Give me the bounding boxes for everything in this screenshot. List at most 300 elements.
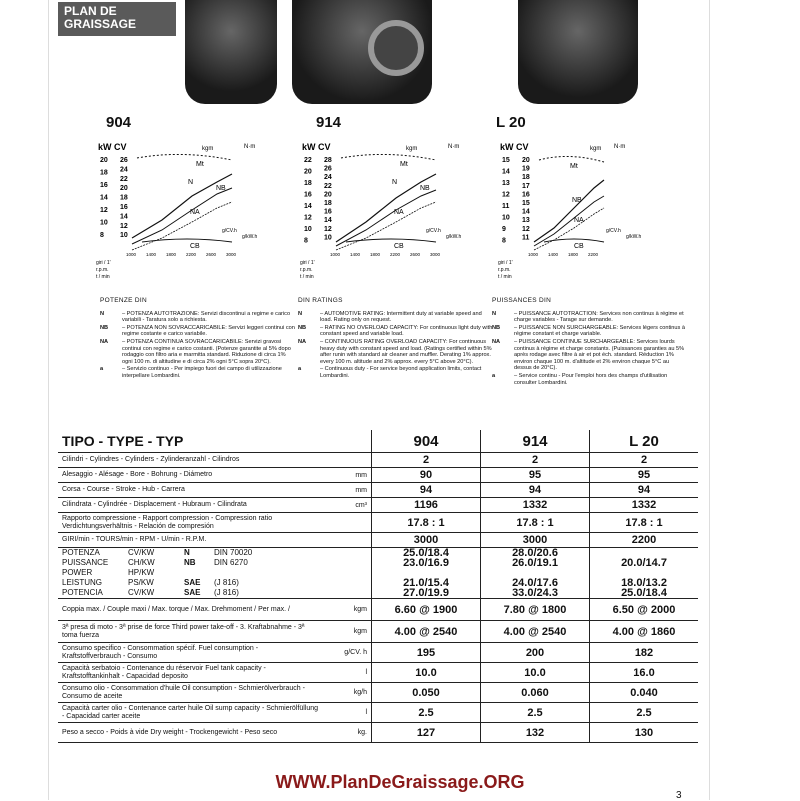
- spec-unit: kgm: [323, 621, 372, 643]
- spec-label: Peso a secco - Poids à vide Dry weight - Trockengewicht - Peso seco: [58, 723, 323, 743]
- logo-line2: GRAISSAGE: [64, 17, 137, 31]
- curve-n-label: N: [188, 179, 194, 186]
- din-text: – RATING NO OVERLOAD CAPACITY: For continuous light duty with constant speed and variable load.: [320, 324, 493, 338]
- din-english: [298, 298, 494, 381]
- power-name: POTENZA: [62, 548, 100, 557]
- axis-rpm-label: r.p.m.: [498, 267, 511, 273]
- din-definition: [492, 339, 688, 372]
- spec-value: 17.8 : 1: [590, 513, 699, 533]
- y-tick-label: 14: [100, 194, 108, 202]
- din-text: – CONTINUOUS RATING OVERLOAD CAPACITY: For continuous heavy duty with constant speed and load. (Ratings certified within 5% after runin with standard air cleaner and muffler. Derating 1% approx. every 100 m. altitude and 2% approx. every 5°C above 20°C).: [320, 338, 492, 365]
- din-text: – PUISSANCE AUTOTRACTION: Services non continus à régime et charge variables - Tarage sur demande.: [514, 310, 684, 324]
- spec-row: [58, 643, 698, 663]
- curve-mt-label: Mt: [400, 161, 408, 168]
- page-number: 3: [676, 790, 682, 801]
- din-code: a: [492, 372, 496, 379]
- din-code: NA: [492, 338, 501, 345]
- website-watermark: WWW.PlanDeGraissage.ORG: [275, 772, 525, 792]
- y-tick-label: 22: [120, 175, 128, 183]
- spec-value: 2: [372, 453, 481, 468]
- y-tick-label: 16: [120, 204, 128, 211]
- spec-unit: [323, 513, 372, 533]
- din-text: – PUISSANCE NON SURCHARGEABLE: Services légers continus à régime constant et charge variable.: [514, 324, 685, 338]
- din-definition: [100, 311, 296, 324]
- engine-photo-904: [185, 0, 277, 104]
- spec-unit: mm: [323, 468, 372, 483]
- spec-unit: mm: [323, 483, 372, 498]
- spec-value: 127: [372, 723, 481, 743]
- axis-gcvh-label: g/CV.h: [222, 228, 237, 234]
- spec-row: [58, 513, 698, 533]
- y-tick-label: 12: [304, 214, 312, 222]
- spec-label: Rapporto compressione - Rapport compression - Compression ratio Verdichtungsverhältnis - Relación de compresión: [58, 513, 323, 533]
- y-tick-label: 18: [120, 194, 128, 202]
- y-tick-label: 12: [502, 191, 510, 199]
- power-name: POWER: [62, 568, 93, 577]
- x-tick-label: 3000: [226, 252, 237, 257]
- axis-cv-label: CV: [114, 142, 127, 152]
- spec-unit: kg.: [323, 723, 372, 743]
- y-tick-label: 24: [120, 166, 128, 174]
- value: 4.00: [503, 625, 526, 638]
- x-tick-label: 1800: [166, 252, 177, 257]
- curve-mt-label: Mt: [196, 161, 204, 168]
- spec-value: 2: [481, 453, 590, 468]
- value: 6.50: [612, 603, 635, 616]
- y-tick-label: 11: [502, 203, 510, 210]
- din-definition: [298, 366, 494, 379]
- power-code: SAE: [184, 578, 201, 587]
- x-tick-label: 2200: [390, 252, 401, 257]
- spec-row: [58, 453, 698, 468]
- spec-value: 94: [481, 483, 590, 498]
- axis-nm-label: N·m: [614, 144, 626, 150]
- at-rpm-icon: @: [525, 603, 542, 616]
- y-tick-label: 10: [100, 219, 108, 227]
- spec-value: 0.050: [372, 683, 481, 703]
- spec-row: [58, 723, 698, 743]
- y-tick-label: 18: [100, 169, 108, 177]
- value: 4.00: [394, 625, 417, 638]
- axis-kw-label: kW: [302, 142, 316, 152]
- y-tick-label: 20: [304, 168, 312, 176]
- spec-value: 95: [481, 468, 590, 483]
- power-unit: PS/KW: [128, 578, 154, 587]
- at-rpm-icon: @: [416, 603, 433, 616]
- din-text: – Service continu - Pour l'emploi hors des champs d'utilisation consulter Lombardini.: [514, 372, 668, 386]
- axis-gcvh-label: g/CV.h: [426, 228, 441, 234]
- spec-value: 132: [481, 723, 590, 743]
- spec-row: [58, 663, 698, 683]
- spec-row: [58, 498, 698, 513]
- din-italian: [100, 298, 296, 381]
- spec-value: 2: [590, 453, 699, 468]
- x-tick-label: 3000: [430, 252, 441, 257]
- din-definition: [492, 311, 688, 324]
- din-text: – POTENZA AUTOTRAZIONE: Servizi discontinui a regime e carico variabili - Taratura solo a richiesta.: [122, 310, 291, 324]
- col-914-header: 914: [481, 430, 590, 453]
- spec-value: 16.0: [590, 663, 699, 683]
- engine-photo-l20: [518, 0, 638, 104]
- flywheel-icon: [368, 20, 424, 76]
- pto-row: [58, 621, 698, 643]
- spec-value: [590, 621, 699, 643]
- axis-rpm-label: r.p.m.: [300, 267, 313, 273]
- axis-nm-label: N·m: [244, 144, 256, 150]
- power-norm: (J 816): [214, 578, 239, 587]
- spec-value: 17.8 : 1: [481, 513, 590, 533]
- spec-label: Cilindri - Cylindres - Cylinders - Zylinderanzahl - Cilindros: [58, 453, 323, 468]
- y-tick-label: 11: [522, 234, 530, 242]
- rpm-value: 2000: [650, 603, 676, 616]
- din-french: [492, 298, 688, 387]
- y-tick-label: 22: [324, 182, 332, 190]
- spec-value: 1196: [372, 498, 481, 513]
- din-text: – POTENZA CONTINUA SOVRACCARICABILE: Servizi gravosi continui con regime e carico costanti. (Potenze garantite al 5% dopo rodaggio con filtro aria e marmitta standard. Riduzione di circa 1% ogni 100 m. di altitudine e di circa 2% ogni 5°C sopra 20°C).: [122, 338, 291, 365]
- rpm-value: 1860: [650, 625, 676, 638]
- axis-rpm-label: r.p.m.: [96, 267, 109, 273]
- y-tick-label: 22: [304, 157, 312, 164]
- spec-type-header: TIPO - TYPE - TYP: [58, 430, 323, 453]
- axis-gcvh-label: g/CV.h: [606, 228, 621, 234]
- x-tick-label: 2200: [186, 252, 197, 257]
- engine-photo-914: [292, 0, 432, 104]
- din-it-title: POTENZE DIN: [100, 297, 147, 304]
- y-tick-label: 26: [120, 157, 128, 164]
- at-rpm-icon: @: [525, 625, 542, 638]
- y-tick-label: 9: [502, 226, 506, 233]
- spec-unit: l: [323, 703, 372, 723]
- din-code: N: [100, 310, 105, 317]
- curve-nb-label: NB: [572, 197, 582, 204]
- spec-label: Capacità carter olio - Contenance carter huile Oil sump capacity - Schmierölfüllung - Capacidad carter aceite: [58, 703, 323, 723]
- din-code: a: [298, 366, 302, 373]
- axis-kw-label: kW: [500, 142, 514, 152]
- col-904-header: 904: [372, 430, 481, 453]
- din-definition: [492, 373, 688, 386]
- din-text: – AUTOMOTIVE RATING: Intermittent duty at variable speed and load. Rating only on request.: [320, 310, 482, 324]
- spec-value: 200: [481, 643, 590, 663]
- spec-unit: g/CV. h: [323, 643, 372, 663]
- spec-unit: kg/h: [323, 683, 372, 703]
- x-tick-label: 2600: [206, 252, 217, 257]
- y-tick-label: 14: [522, 208, 530, 216]
- axis-kgm-label: kgm: [406, 146, 418, 152]
- din-text: – Servizio continuo - Per impiego fuori dei campo di utilizzazione interpellare Lombardini.: [122, 366, 282, 379]
- x-tick-label: 1800: [568, 252, 579, 257]
- spec-label: Alesaggio - Alésage - Bore - Bohrung - Diámetro: [58, 468, 323, 483]
- power-unit: CV/KW: [128, 588, 155, 597]
- axis-gkwh-label: g/kW.h: [626, 234, 642, 240]
- y-tick-label: 26: [324, 165, 332, 173]
- spec-value: 2.5: [481, 703, 590, 723]
- value: 4.00: [612, 625, 635, 638]
- power-unit: HP/KW: [128, 568, 155, 577]
- y-tick-label: 13: [502, 180, 510, 187]
- spec-value: 10.0: [481, 663, 590, 683]
- spec-label: Consumo specifico - Consommation spécif. Fuel consumption - Kraftstoffverbrauch - Consumo: [58, 643, 323, 663]
- spec-value: 94: [372, 483, 481, 498]
- power-row: [58, 548, 698, 599]
- y-tick-label: 12: [100, 207, 108, 214]
- spec-value: 182: [590, 643, 699, 663]
- y-tick-label: 16: [522, 191, 530, 199]
- power-name: POTENCIA: [62, 588, 103, 597]
- performance-chart-904: [92, 138, 272, 288]
- y-tick-label: 14: [120, 213, 128, 221]
- spec-value: [481, 621, 590, 643]
- spec-header-row: [58, 430, 698, 453]
- axis-gkwh-label: g/kW.h: [446, 234, 462, 240]
- axis-tmin-label: t / min: [96, 274, 110, 280]
- din-definition: [298, 339, 494, 365]
- y-tick-label: 8: [100, 232, 104, 239]
- value: 7.80: [503, 603, 526, 616]
- y-tick-label: 15: [522, 200, 530, 207]
- spec-label: Cilindrata - Cylindrée - Displacement - Hubraum - Cilindrata: [58, 498, 323, 513]
- spec-unit: [323, 453, 372, 468]
- y-tick-label: 15: [502, 157, 510, 164]
- power-values-vL20: [590, 548, 699, 599]
- spec-value: 2.5: [590, 703, 699, 723]
- din-definition: [100, 325, 296, 338]
- y-tick-label: 8: [304, 237, 308, 245]
- din-code: N: [298, 310, 303, 317]
- din-code: NB: [298, 324, 307, 331]
- spec-value: 17.8 : 1: [372, 513, 481, 533]
- y-tick-label: 18: [304, 180, 312, 187]
- curve-na-label: NA: [190, 209, 200, 216]
- spec-value: 95: [590, 468, 699, 483]
- power-unit: CH/KW: [128, 558, 155, 567]
- din-ratings-section: [60, 298, 700, 428]
- y-tick-label: 14: [304, 203, 312, 210]
- y-tick-label: 10: [304, 226, 312, 233]
- din-code: NA: [298, 338, 307, 345]
- y-tick-label: 17: [522, 182, 530, 190]
- axis-tmin-label: t / min: [498, 274, 512, 280]
- curve-n-label: N: [392, 179, 398, 186]
- x-tick-label: 1000: [126, 252, 137, 257]
- din-code: N: [492, 310, 497, 317]
- rpm-value: 2540: [541, 625, 567, 638]
- axis-kgm-label: kgm: [202, 146, 214, 152]
- x-tick-label: 1000: [330, 252, 341, 257]
- spec-value: 94: [590, 483, 699, 498]
- value: 6.60: [394, 603, 417, 616]
- power-value: 25.0/18.4: [621, 587, 667, 599]
- axis-giri-label: giri / 1': [498, 260, 513, 266]
- power-code: N: [184, 548, 190, 557]
- power-unit: CV/KW: [128, 548, 155, 557]
- power-value: 28.0/20.6: [512, 547, 558, 559]
- y-tick-label: 8: [502, 237, 506, 245]
- x-tick-label: 1400: [146, 252, 157, 257]
- y-tick-label: 20: [120, 185, 128, 193]
- y-tick-label: 24: [324, 174, 332, 182]
- axis-cv-label: CV: [516, 142, 529, 152]
- axis-tmin-label: t / min: [300, 274, 314, 280]
- y-tick-label: 20: [100, 157, 108, 164]
- spec-row: [58, 683, 698, 703]
- axis-nm-label: N·m: [448, 144, 460, 150]
- x-tick-label: 1000: [528, 252, 539, 257]
- power-value: 33.0/24.3: [512, 587, 558, 599]
- x-tick-label: 1800: [370, 252, 381, 257]
- performance-chart-914: [296, 138, 476, 288]
- torque-row: [58, 599, 698, 621]
- y-tick-label: 28: [324, 157, 332, 164]
- site-logo: [58, 2, 176, 36]
- din-code: NB: [492, 324, 501, 331]
- axis-gkwh-label: g/kW.h: [242, 234, 258, 240]
- y-tick-label: 12: [120, 222, 128, 230]
- spec-value: 1332: [481, 498, 590, 513]
- y-tick-label: 18: [522, 174, 530, 182]
- curve-nb-label: NB: [216, 185, 226, 192]
- y-tick-label: 20: [522, 157, 530, 164]
- y-tick-label: 16: [100, 182, 108, 189]
- spec-value: [372, 599, 481, 621]
- spec-value: [481, 599, 590, 621]
- x-tick-label: 2600: [410, 252, 421, 257]
- axis-kw-label: kW: [98, 142, 112, 152]
- model-904-label: 904: [106, 114, 132, 131]
- power-value: 20.0/14.7: [621, 557, 667, 569]
- power-norm: (J 816): [214, 588, 239, 597]
- spec-value: 3000: [372, 533, 481, 548]
- power-value: 25.0/18.4: [403, 547, 449, 559]
- din-text: – Continuous duty - For service beyond application limits, contact Lombardini.: [320, 366, 482, 379]
- spec-label: Coppia max. / Couple maxi / Max. torque / Max. Drehmoment / Per max. /: [58, 599, 323, 621]
- power-name: LEISTUNG: [62, 578, 103, 587]
- power-value: 24.0/17.6: [512, 577, 558, 589]
- spec-value: 90: [372, 468, 481, 483]
- curve-na-label: NA: [394, 209, 404, 216]
- model-914-label: 914: [316, 114, 342, 131]
- rpm-value: 1900: [432, 603, 458, 616]
- axis-cv-label: CV: [318, 142, 331, 152]
- y-tick-label: 12: [324, 225, 332, 233]
- spec-row: [58, 483, 698, 498]
- at-rpm-icon: @: [634, 603, 651, 616]
- din-definition: [298, 325, 494, 338]
- spec-value: 2.5: [372, 703, 481, 723]
- rpm-value: 2540: [432, 625, 458, 638]
- power-value: 18.0/13.2: [621, 577, 667, 589]
- power-values-v914: [481, 548, 590, 599]
- y-tick-label: 19: [522, 165, 530, 173]
- y-tick-label: 10: [324, 234, 332, 242]
- spec-unit: kgm: [323, 599, 372, 621]
- power-norm: DIN 6270: [214, 558, 248, 567]
- y-tick-label: 12: [522, 225, 530, 233]
- spec-value: 130: [590, 723, 699, 743]
- power-value: 23.0/16.9: [403, 557, 449, 569]
- spec-unit: l: [323, 663, 372, 683]
- y-tick-label: 20: [324, 191, 332, 199]
- din-fr-title: PUISSANCES DIN: [492, 297, 552, 304]
- din-definition: [100, 366, 296, 379]
- power-values-v904: [372, 548, 481, 599]
- y-tick-label: 14: [502, 168, 510, 176]
- at-rpm-icon: @: [416, 625, 433, 638]
- logo-line1: PLAN DE: [64, 4, 117, 18]
- spec-value: 1332: [590, 498, 699, 513]
- y-tick-label: 10: [502, 214, 510, 222]
- curve-cb-label: CB: [190, 243, 200, 250]
- din-code: a: [100, 366, 104, 373]
- spec-value: [372, 621, 481, 643]
- din-text: – POTENZA NON SOVRACCARICABILE: Servizi leggeri continui con regime costante e carico variabile.: [122, 324, 295, 338]
- spec-row: [58, 703, 698, 723]
- power-value: 26.0/19.1: [512, 557, 558, 569]
- din-text: – PUISSANCE CONTINUE SURCHARGEABLE: Services lourds continus à régime et charge constants. (Puissances garanties au 5% après rodage avec filtre à air et pot éch. standard. Réduction 1% environ chaque 100 m. d'altitude et 2% environ chaque 5°C au dessus de 20°C).: [514, 338, 685, 372]
- power-code: NB: [184, 558, 196, 567]
- performance-chart-l20: [494, 138, 674, 288]
- curve-cb-label: CB: [574, 243, 584, 250]
- curve-nb-label: NB: [420, 185, 430, 192]
- din-code: NA: [100, 338, 109, 345]
- spec-value: 10.0: [372, 663, 481, 683]
- power-value: 21.0/15.4: [403, 577, 449, 589]
- spec-row: [58, 468, 698, 483]
- y-tick-label: 18: [324, 200, 332, 207]
- spec-table: [58, 430, 698, 743]
- y-tick-label: 16: [304, 191, 312, 199]
- spec-label: Capacità serbatoio - Contenance du réservoir Fuel tank capacity - Kraftstofftankinhalt - Capacidad deposito: [58, 663, 323, 683]
- model-l20-label: L 20: [496, 114, 526, 131]
- curve-cb-label: CB: [394, 243, 404, 250]
- y-tick-label: 14: [324, 217, 332, 225]
- curve-na-label: NA: [574, 217, 584, 224]
- x-tick-label: 1400: [548, 252, 559, 257]
- spec-value: 2200: [590, 533, 699, 548]
- x-tick-label: 1400: [350, 252, 361, 257]
- spec-unit: cm³: [323, 498, 372, 513]
- power-norm: DIN 70020: [214, 548, 253, 557]
- spec-row: [58, 533, 698, 548]
- axis-giri-label: giri / 1': [300, 260, 315, 266]
- y-tick-label: 16: [324, 208, 332, 216]
- din-definition: [492, 325, 688, 338]
- y-tick-label: 13: [522, 217, 530, 225]
- axis-kgm-label: kgm: [590, 146, 602, 152]
- spec-value: [590, 599, 699, 621]
- spec-label: Corsa - Course - Stroke - Hub - Carrera: [58, 483, 323, 498]
- spec-value: 3000: [481, 533, 590, 548]
- x-tick-label: 2200: [588, 252, 599, 257]
- spec-label: Consumo olio - Consommation d'huile Oil consumption - Schmierölverbrauch - Consumo de aceite: [58, 683, 323, 703]
- power-value: 27.0/19.9: [403, 587, 449, 599]
- spec-unit: [323, 533, 372, 548]
- y-tick-label: 10: [120, 232, 128, 240]
- din-en-title: DIN RATINGS: [298, 297, 343, 304]
- spec-label: 3ª presa di moto - 3ª prise de force Third power take-off - 3. Kraftabnahme - 3ª toma fuerza: [58, 621, 323, 643]
- rpm-value: 1800: [541, 603, 567, 616]
- din-definition: [298, 311, 494, 324]
- spec-label: GIRI/min - TOURS/min - RPM - U/min - R.P.M.: [58, 533, 323, 548]
- axis-giri-label: giri / 1': [96, 260, 111, 266]
- spec-value: 195: [372, 643, 481, 663]
- at-rpm-icon: @: [634, 625, 651, 638]
- power-name: PUISSANCE: [62, 558, 109, 567]
- curve-mt-label: Mt: [570, 163, 578, 170]
- din-definition: [100, 339, 296, 365]
- spec-value: 0.060: [481, 683, 590, 703]
- din-code: NB: [100, 324, 109, 331]
- power-code: SAE: [184, 588, 201, 597]
